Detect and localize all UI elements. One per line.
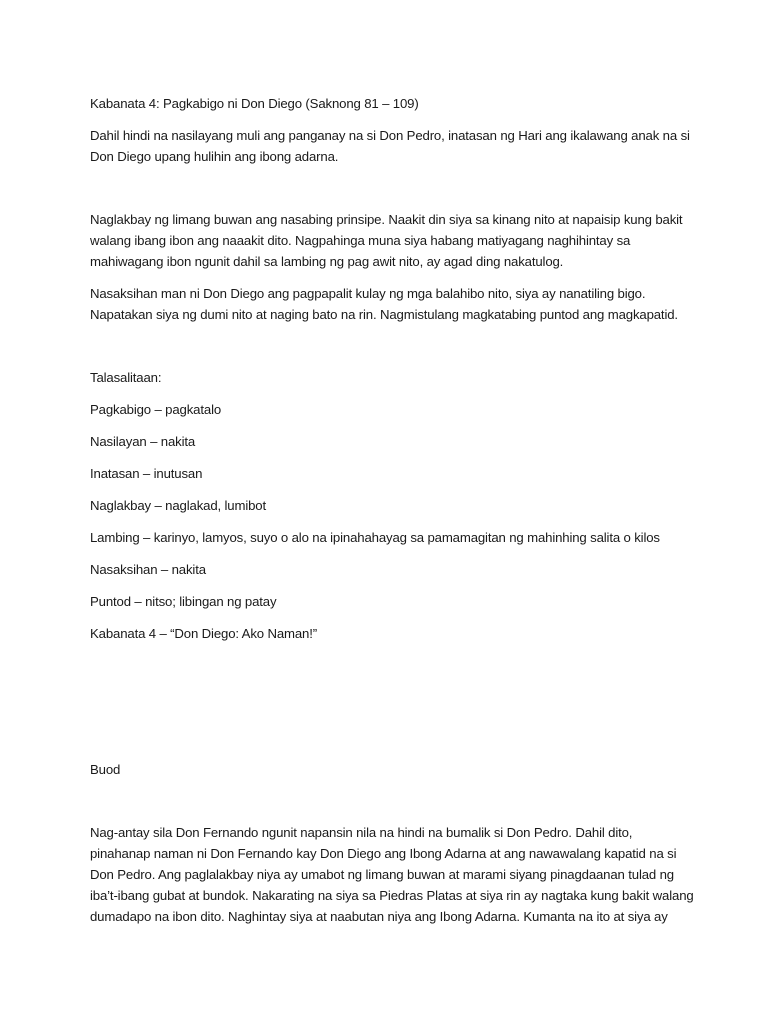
- paragraph-line: Napatakan siya ng dumi nito at naging bato na rin. Nagmistulang magkatabing puntod ang magkapatid.: [90, 307, 678, 322]
- vocab-item: Naglakbay – naglakad, lumibot: [90, 498, 266, 513]
- buod-line: Nag-antay sila Don Fernando ngunit napansin nila na hindi na bumalik si Don Pedro. Dahil dito,: [90, 825, 633, 840]
- buod-line: Don Pedro. Ang paglalakbay niya ay umabot ng limang buwan at marami siyang pinagdaanan tulad ng: [90, 867, 674, 882]
- buod-line: pinahanap naman ni Don Fernando kay Don Diego ang Ibong Adarna at ang nawawalang kapatid na si: [90, 846, 677, 861]
- paragraph-line: mahiwagang ibon ngunit dahil sa lambing ng pag awit nito, ay agad ding nakatulog.: [90, 254, 564, 269]
- buod-paragraph: [90, 822, 694, 927]
- vocab-item: Puntod – nitso; libingan ng patay: [90, 594, 277, 609]
- vocab-item: Lambing – karinyo, lamyos, suyo o alo na ipinahahayag sa pamamagitan ng mahinhing salita o kilos: [90, 530, 660, 545]
- paragraph-line: walang ibang ibon ang naaakit dito. Nagpahinga muna siya habang matiyagang naghihintay sa: [90, 233, 631, 248]
- chapter-title: Kabanata 4: Pagkabigo ni Don Diego (Saknong 81 – 109): [90, 96, 419, 111]
- intro-line: Dahil hindi na nasilayang muli ang panganay na si Don Pedro, inatasan ng Hari ang ikalawang anak na si: [90, 128, 690, 143]
- intro-line: Don Diego upang hulihin ang ibong adarna.: [90, 149, 339, 164]
- paragraph-line: Naglakbay ng limang buwan ang nasabing prinsipe. Naakit din siya sa kinang nito at napaisip kung bakit: [90, 212, 683, 227]
- vocab-item: Nasilayan – nakita: [90, 434, 196, 449]
- chapter-subtitle: Kabanata 4 – “Don Diego: Ako Naman!”: [90, 626, 317, 641]
- vocab-item: Nasaksihan – nakita: [90, 562, 206, 577]
- buod-line: dumadapo na ibon dito. Naghintay siya at naabutan niya ang Ibong Adarna. Kumanta na ito at siya ay: [90, 909, 668, 924]
- paragraph-line: Nasaksihan man ni Don Diego ang pagpapalit kulay ng mga balahibo nito, siya ay nanatiling bigo.: [90, 286, 646, 301]
- paragraph-outcome: [90, 283, 690, 325]
- vocab-heading: Talasalitaan:: [90, 370, 162, 385]
- buod-heading: Buod: [90, 762, 121, 777]
- document-body: [90, 93, 694, 927]
- vocab-item: Inatasan – inutusan: [90, 466, 203, 481]
- intro-paragraph: [90, 125, 690, 167]
- buod-line: iba’t-ibang gubat at bundok. Nakarating na siya sa Piedras Platas at siya rin ay nagtaka kung bakit walang: [90, 888, 694, 903]
- vocab-item: Pagkabigo – pagkatalo: [90, 402, 222, 417]
- paragraph-journey: [90, 209, 690, 272]
